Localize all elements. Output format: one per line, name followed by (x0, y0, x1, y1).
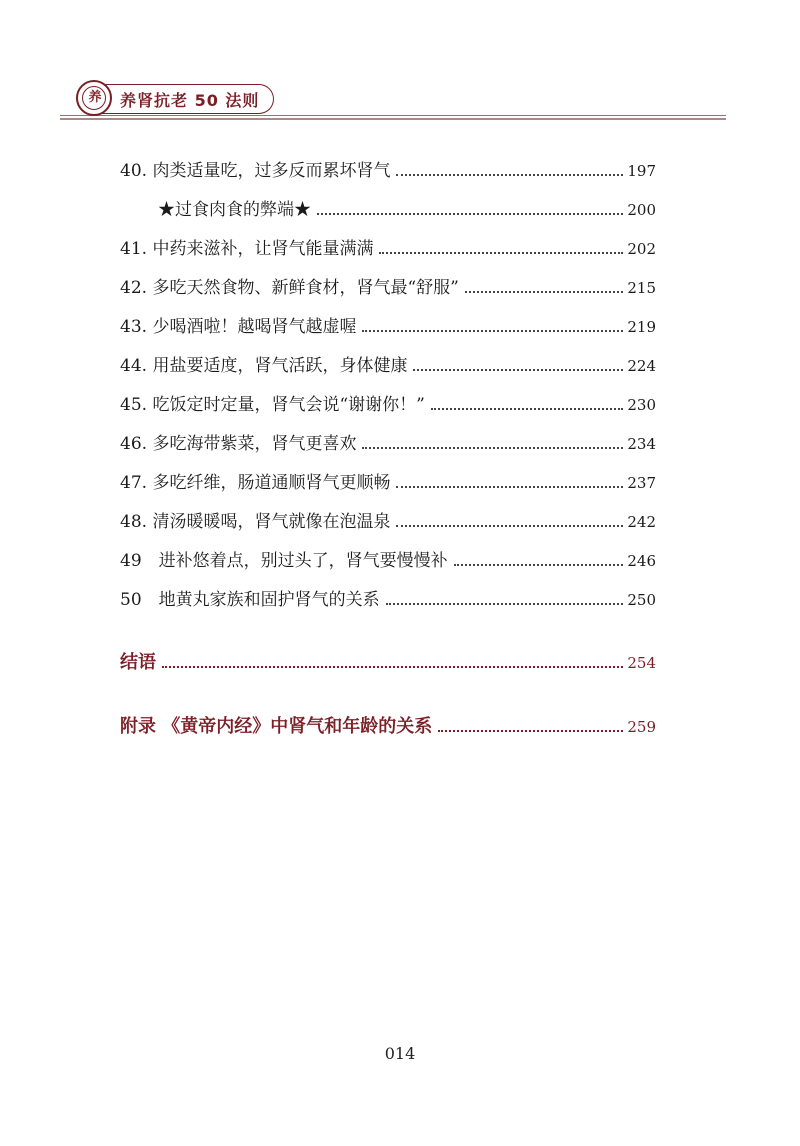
seal-glyph: 养 (88, 90, 102, 105)
toc-section-title: 结语 (120, 652, 156, 673)
seal-inner-ring (82, 86, 106, 110)
toc-entry-page: 202 (627, 240, 656, 258)
toc-section-epilogue[interactable] (120, 644, 656, 674)
toc-entry-title: 46. 多吃海带紫菜，肾气更喜欢 (120, 434, 357, 454)
toc-section-page: 254 (627, 654, 656, 672)
toc-entry-page: 234 (627, 435, 656, 453)
leader-dots (386, 603, 624, 605)
toc-entry-title: 49 进补悠着点，别过头了，肾气要慢慢补 (120, 551, 448, 571)
toc-entry-title: ★过食肉食的弊端★ (158, 200, 311, 220)
toc-entry[interactable] (120, 269, 656, 299)
leader-dots (438, 730, 623, 732)
toc-entry[interactable] (120, 542, 656, 572)
toc-entry-title: 48. 清汤暖暖喝，肾气就像在泡温泉 (120, 512, 391, 532)
leader-dots (396, 525, 623, 527)
toc-entry-page: 197 (627, 162, 656, 180)
toc-entry-title: 43. 少喝酒啦！越喝肾气越虚喔 (120, 317, 357, 337)
book-title: 养肾抗老 50 法则 (120, 90, 260, 110)
toc-entry-title: 45. 吃饭定时定量，肾气会说“谢谢你！” (120, 395, 425, 415)
header-rule (60, 115, 726, 116)
leader-dots (162, 666, 623, 668)
toc-entry[interactable] (120, 308, 656, 338)
leader-dots (362, 447, 623, 449)
leader-dots (465, 291, 624, 293)
toc-entry[interactable] (120, 425, 656, 455)
leader-dots (396, 174, 623, 176)
toc-entry[interactable] (120, 464, 656, 494)
toc-entry[interactable] (120, 230, 656, 260)
toc-entry[interactable] (120, 347, 656, 377)
toc-entry-title: 41. 中药来滋补，让肾气能量满满 (120, 239, 374, 259)
toc-entry-page: 230 (627, 396, 656, 414)
leader-dots (413, 369, 623, 371)
book-title-banner (102, 84, 274, 114)
toc-entry[interactable] (120, 581, 656, 611)
leader-dots (396, 486, 623, 488)
toc-entry-title: 42. 多吃天然食物、新鲜食材，肾气最“舒服” (120, 278, 459, 298)
toc-entry[interactable] (120, 152, 656, 182)
toc-entry-title: 40. 肉类适量吃，过多反而累坏肾气 (120, 161, 391, 181)
toc-entry-page: 224 (627, 357, 656, 375)
toc-entry-page: 219 (627, 318, 656, 336)
toc-entry[interactable] (120, 386, 656, 416)
leader-dots (362, 330, 623, 332)
toc-section-page: 259 (627, 718, 656, 736)
leader-dots (379, 252, 623, 254)
toc-subentry[interactable] (158, 191, 656, 221)
page-number: 014 (384, 1044, 416, 1063)
toc-entry-title: 50 地黄丸家族和固护肾气的关系 (120, 590, 380, 610)
toc-entry-page: 237 (627, 474, 656, 492)
toc-entry-page: 215 (627, 279, 656, 297)
toc-section-appendix[interactable] (120, 708, 656, 738)
leader-dots (454, 564, 624, 566)
toc-entry[interactable] (120, 503, 656, 533)
toc-entry-title: 47. 多吃纤维，肠道通顺肾气更顺畅 (120, 473, 391, 493)
leader-dots (431, 408, 624, 410)
toc-entry-title: 44. 用盐要适度，肾气活跃，身体健康 (120, 356, 408, 376)
header-rule-thick (60, 118, 726, 120)
seal-logo-icon (76, 80, 112, 116)
toc-entry-page: 250 (627, 591, 656, 609)
toc-entry-page: 200 (627, 201, 656, 219)
toc-entry-page: 242 (627, 513, 656, 531)
toc-section-title: 附录 《黄帝内经》中肾气和年龄的关系 (120, 716, 433, 737)
leader-dots (317, 213, 623, 215)
toc-entry-page: 246 (627, 552, 656, 570)
